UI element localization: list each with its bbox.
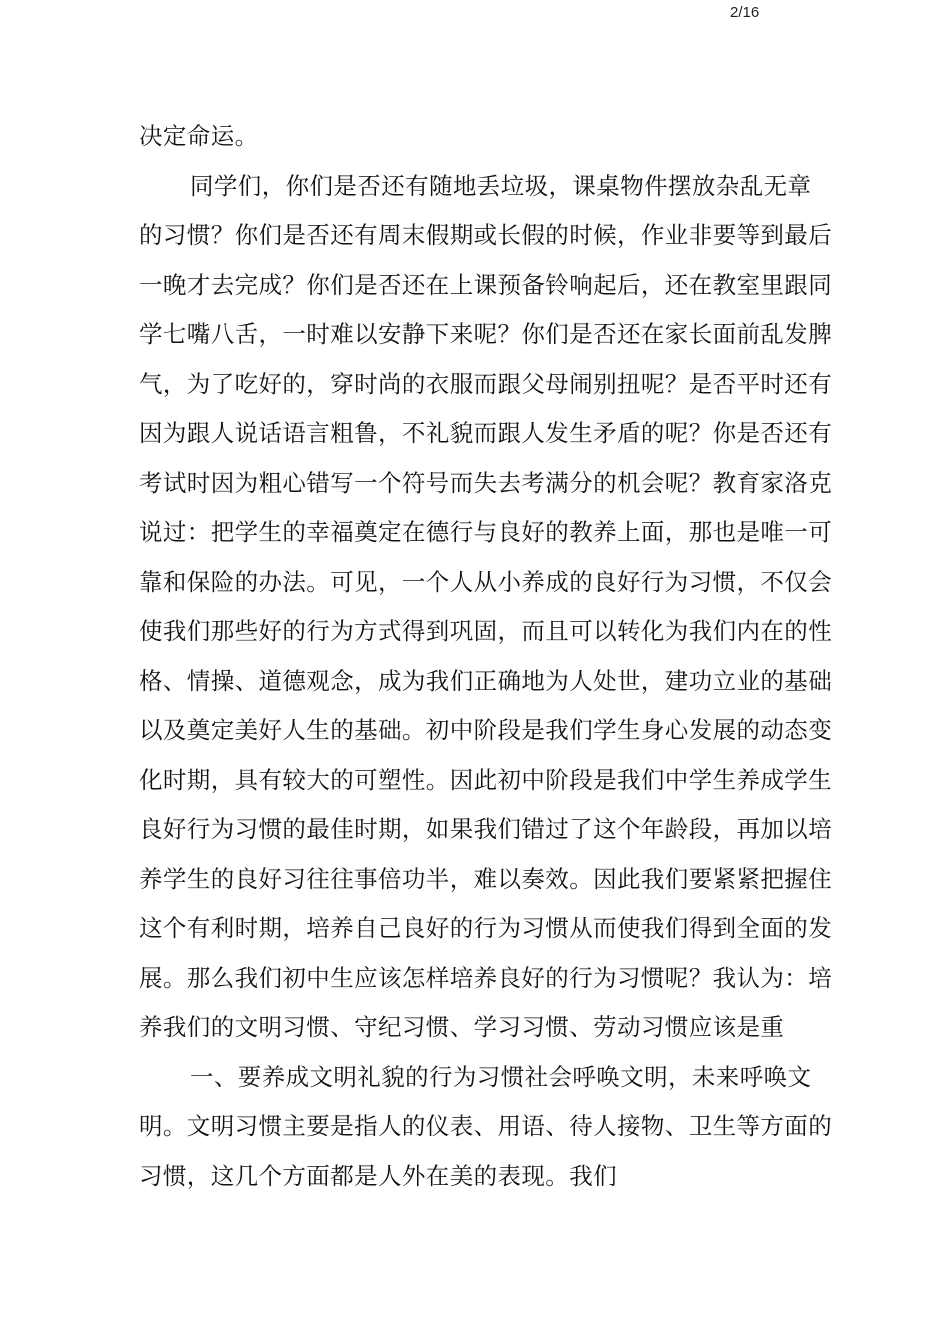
text-line: 靠和保险的办法。可见，一个人从小养成的良好行为习惯，不仅会 <box>139 567 833 596</box>
text-line: 一、要养成文明礼貌的行为习惯社会呼唤文明，未来呼唤文 <box>190 1062 812 1091</box>
text-line: 学七嘴八舌，一时难以安静下来呢？你们是否还在家长面前乱发脾 <box>139 320 833 348</box>
document-body <box>139 112 833 1201</box>
text-line: 明。文明习惯主要是指人的仪表、用语、待人接物、卫生等方面的 <box>139 1112 833 1140</box>
text-line: 因为跟人说话语言粗鲁，不礼貌而跟人发生矛盾的呢？你是否还有 <box>139 419 833 447</box>
text-line: 气，为了吃好的，穿时尚的衣服而跟父母闹别扭呢？是否平时还有 <box>139 369 833 398</box>
text-line: 考试时因为粗心错写一个符号而失去考满分的机会呢？教育家洛克 <box>139 468 833 497</box>
text-line: 说过：把学生的幸福奠定在德行与良好的教养上面，那也是唯一可 <box>139 518 833 546</box>
text-line: 良好行为习惯的最佳时期，如果我们错过了这个年龄段，再加以培 <box>139 815 833 843</box>
text-line: 决定命运。 <box>139 122 259 150</box>
text-line: 的习惯？你们是否还有周末假期或长假的时候，作业非要等到最后 <box>139 221 833 249</box>
text-line: 化时期，具有较大的可塑性。因此初中阶段是我们中学生养成学生 <box>139 765 833 794</box>
text-line: 同学们，你们是否还有随地丢垃圾，课桌物件摆放杂乱无章 <box>190 171 812 200</box>
page-number: 2/16 <box>730 4 760 21</box>
text-line: 养我们的文明习惯、守纪习惯、学习习惯、劳动习惯应该是重 <box>139 1013 785 1041</box>
text-line: 一晚才去完成？你们是否还在上课预备铃响起后，还在教室里跟同 <box>139 270 833 299</box>
text-line: 展。那么我们初中生应该怎样培养良好的行为习惯呢？我认为：培 <box>139 963 833 992</box>
text-line: 使我们那些好的行为方式得到巩固，而且可以转化为我们内在的性 <box>139 617 833 645</box>
text-line: 以及奠定美好人生的基础。初中阶段是我们学生身心发展的动态变 <box>139 716 833 744</box>
text-line: 习惯，这几个方面都是人外在美的表现。我们 <box>139 1161 617 1190</box>
text-line: 这个有利时期，培养自己良好的行为习惯从而使我们得到全面的发 <box>139 914 833 942</box>
text-line: 格、情操、道德观念，成为我们正确地为人处世，建功立业的基础 <box>139 666 833 695</box>
text-line: 养学生的良好习往往事倍功半，难以奏效。因此我们要紧紧把握住 <box>139 864 833 893</box>
